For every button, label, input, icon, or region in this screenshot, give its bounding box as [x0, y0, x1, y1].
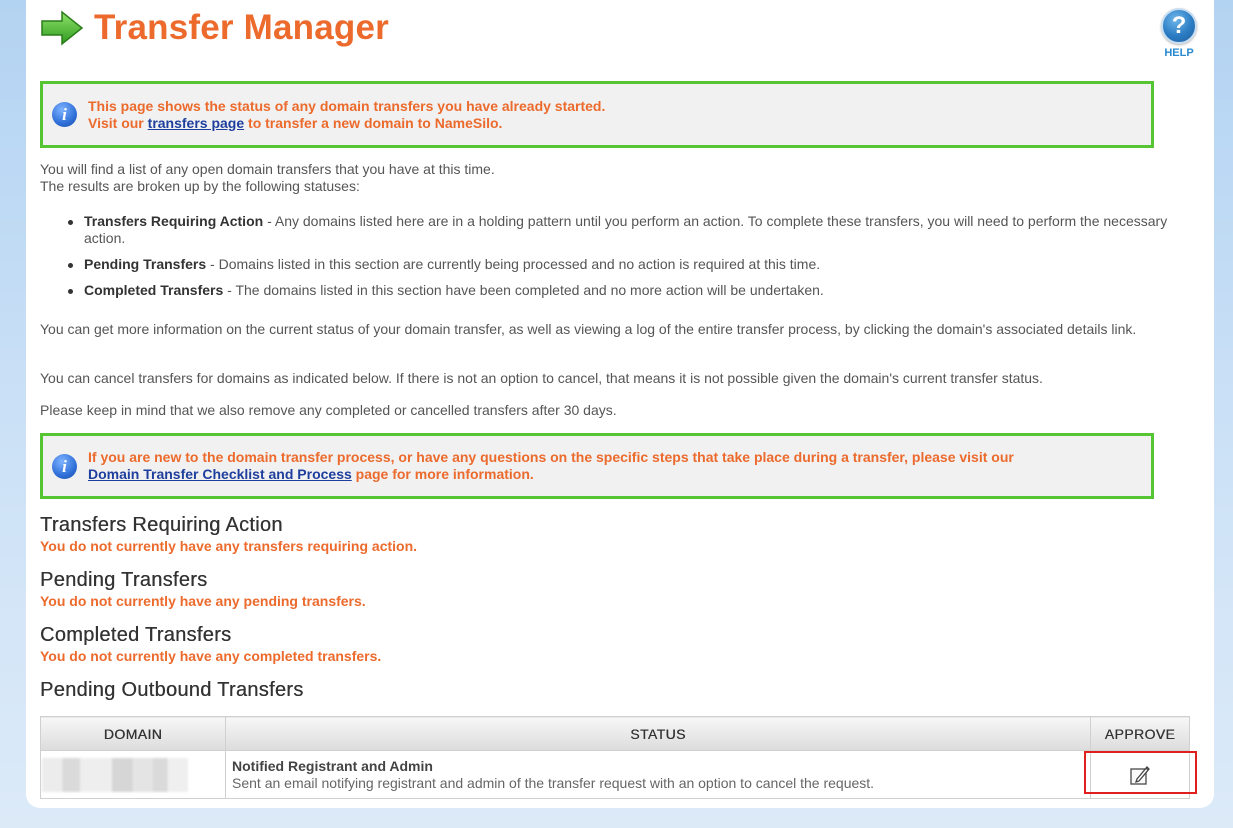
info-notice-bottom	[40, 433, 1154, 499]
info-icon: i	[52, 454, 77, 479]
status-description: Sent an email notifying registrant and admin of the transfer request with an option to cancel the request.	[232, 774, 875, 791]
outbound-transfers-table	[40, 716, 1190, 799]
help-button[interactable]	[1158, 8, 1200, 59]
column-header-approve: APPROVE	[1091, 717, 1190, 751]
help-label[interactable]: HELP	[1164, 47, 1194, 59]
checklist-link[interactable]: Domain Transfer Checklist and Process	[88, 466, 352, 482]
page-header	[40, 8, 389, 48]
section-title-outbound: Pending Outbound Transfers	[40, 679, 304, 701]
section-title-completed: Completed Transfers	[40, 624, 232, 646]
status-list	[66, 213, 1186, 308]
domain-cell	[41, 751, 226, 799]
approve-highlight-box	[1084, 751, 1197, 794]
info-notice-top	[40, 81, 1154, 148]
status-name: Completed Transfers	[84, 282, 224, 298]
intro-text	[40, 161, 1190, 195]
section-title-pending: Pending Transfers	[40, 569, 208, 591]
page-title: Transfer Manager	[94, 8, 389, 47]
notice-bottom-line2	[88, 466, 1014, 483]
intro-line1: You will find a list of any open domain transfers that you have at this time.	[40, 161, 495, 177]
status-list-item	[66, 256, 1186, 273]
status-name: Transfers Requiring Action	[84, 213, 264, 229]
remove-paragraph: Please keep in mind that we also remove any completed or cancelled transfers after 30 days.	[40, 402, 617, 418]
section-message-pending: You do not currently have any pending transfers.	[40, 593, 366, 609]
green-arrow-icon	[40, 9, 84, 47]
notice-top-prefix: Visit our	[88, 114, 148, 131]
status-desc: - Any domains listed here are in a holding pattern until you perform an action. To complete these transfers, you will need to perform the necessary action.	[84, 213, 1168, 246]
status-cell	[226, 751, 1091, 799]
intro-line2: The results are broken up by the following statuses:	[40, 178, 360, 194]
notice-top-line1: This page shows the status of any domain transfers you have already started.	[88, 97, 606, 114]
help-question-icon[interactable]: ?	[1161, 8, 1197, 44]
table-header-row	[41, 717, 1190, 751]
status-name: Pending Transfers	[84, 256, 207, 272]
notice-bottom-text	[88, 449, 1014, 483]
notice-top-text	[88, 98, 605, 132]
notice-bottom-line1: If you are new to the domain transfer process, or have any questions on the specific steps that take place during a transfer, please visit our	[88, 449, 1014, 465]
section-title-requiring-action: Transfers Requiring Action	[40, 514, 283, 536]
cancel-paragraph: You can cancel transfers for domains as indicated below. If there is not an option to cancel, that means it is not possible given the domain's current transfer status.	[40, 370, 1043, 386]
status-desc: - Domains listed in this section are currently being processed and no action is required at this time.	[206, 256, 821, 272]
more-info-paragraph: You can get more information on the current status of your domain transfer, as well as viewing a log of the entire transfer process, by clicking the domain's associated details link.	[40, 321, 1137, 337]
status-title: Notified Registrant and Admin	[232, 757, 433, 774]
section-message-completed: You do not currently have any completed transfers.	[40, 648, 382, 664]
info-icon: i	[52, 102, 77, 127]
redacted-domain	[42, 758, 188, 792]
table-row	[41, 751, 1190, 799]
column-header-domain: DOMAIN	[41, 717, 226, 751]
status-list-item	[66, 213, 1186, 247]
notice-top-suffix: to transfer a new domain to NameSilo.	[244, 114, 503, 131]
status-desc: - The domains listed in this section have been completed and no more action will be undertaken.	[223, 282, 824, 298]
status-list-item	[66, 282, 1186, 299]
transfers-page-link[interactable]: transfers page	[147, 114, 245, 131]
column-header-status: STATUS	[226, 717, 1091, 751]
notice-top-line2	[88, 115, 605, 132]
notice-bottom-suffix: page for more information.	[351, 466, 534, 482]
section-message-requiring-action: You do not currently have any transfers requiring action.	[40, 538, 418, 554]
